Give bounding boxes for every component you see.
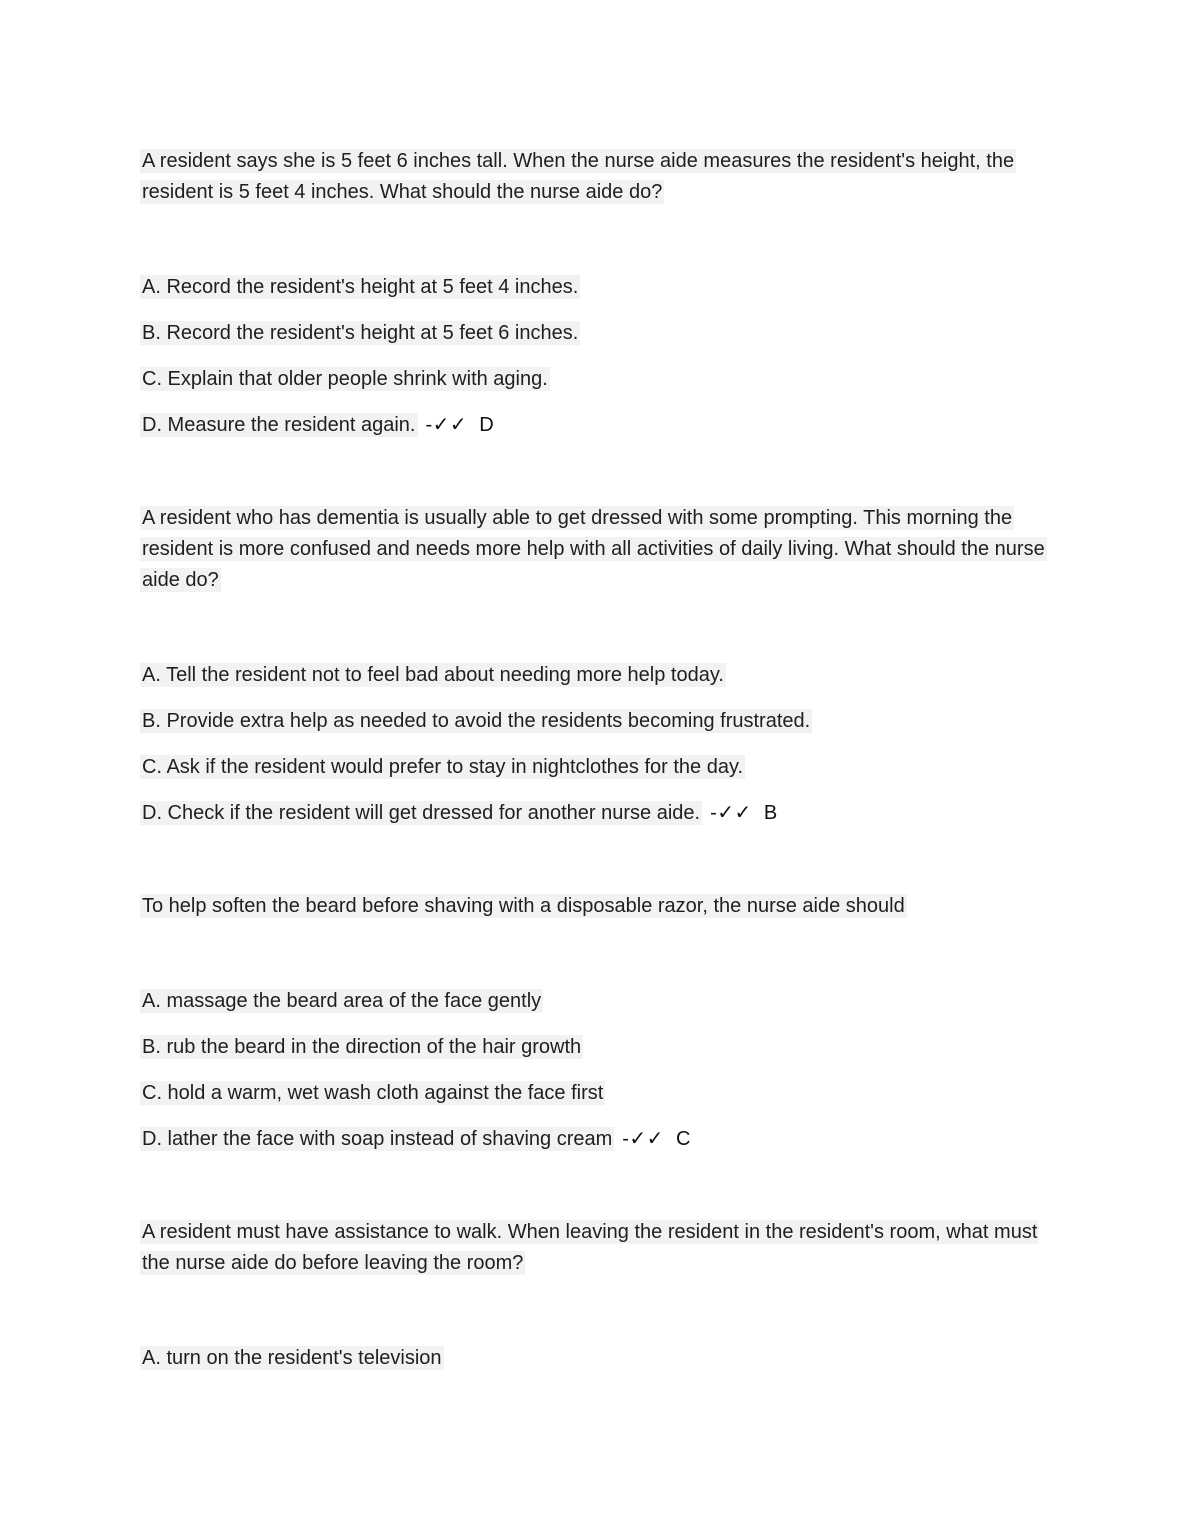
question-text <box>140 891 1045 922</box>
option-a: A. Record the resident's height at 5 feet 4 inches. <box>142 276 579 298</box>
question-text <box>140 503 1045 596</box>
option-a: A. Tell the resident not to feel bad about needing more help today. <box>142 664 724 686</box>
option-d: D. lather the face with soap instead of shaving cream -✓✓ C <box>142 1128 691 1150</box>
answer-marker: -✓✓ B <box>710 802 778 824</box>
question-text-highlight: To help soften the beard before shaving with a disposable razor, the nurse aide should <box>142 895 905 917</box>
question-block <box>140 146 1045 441</box>
question-block <box>140 1217 1045 1374</box>
answer-marker: -✓✓ C <box>622 1128 691 1150</box>
option-c: C. Ask if the resident would prefer to stay in nightclothes for the day. <box>142 756 744 778</box>
option-d: D. Check if the resident will get dressed for another nurse aide. -✓✓ B <box>142 802 778 824</box>
question-text <box>140 146 1045 208</box>
answer-marker: -✓✓ D <box>425 414 495 436</box>
question-text-highlight: A resident says she is 5 feet 6 inches tall. When the nurse aide measures the resident's height, the resident is 5 feet 4 inches. What should the nurse aide do? <box>142 150 1015 203</box>
question-block <box>140 503 1045 829</box>
option-b: B. rub the beard in the direction of the hair growth <box>142 1036 582 1058</box>
option-a: A. turn on the resident's television <box>142 1347 442 1369</box>
option-a: A. massage the beard area of the face gently <box>142 990 542 1012</box>
option-b: B. Record the resident's height at 5 feet 6 inches. <box>142 322 579 344</box>
option-b: B. Provide extra help as needed to avoid the residents becoming frustrated. <box>142 710 811 732</box>
option-c: C. Explain that older people shrink with aging. <box>142 368 548 390</box>
question-text-highlight: A resident who has dementia is usually able to get dressed with some prompting. This morning the resident is more confused and needs more help with all activities of daily living. What should the nurse aide do? <box>142 507 1045 591</box>
question-block <box>140 891 1045 1155</box>
option-d: D. Measure the resident again. -✓✓ D <box>142 414 495 436</box>
option-c: C. hold a warm, wet wash cloth against the face first <box>142 1082 604 1104</box>
question-text <box>140 1217 1045 1279</box>
question-text-highlight: A resident must have assistance to walk. When leaving the resident in the resident's room, what must the nurse aide do before leaving the room? <box>142 1221 1038 1274</box>
